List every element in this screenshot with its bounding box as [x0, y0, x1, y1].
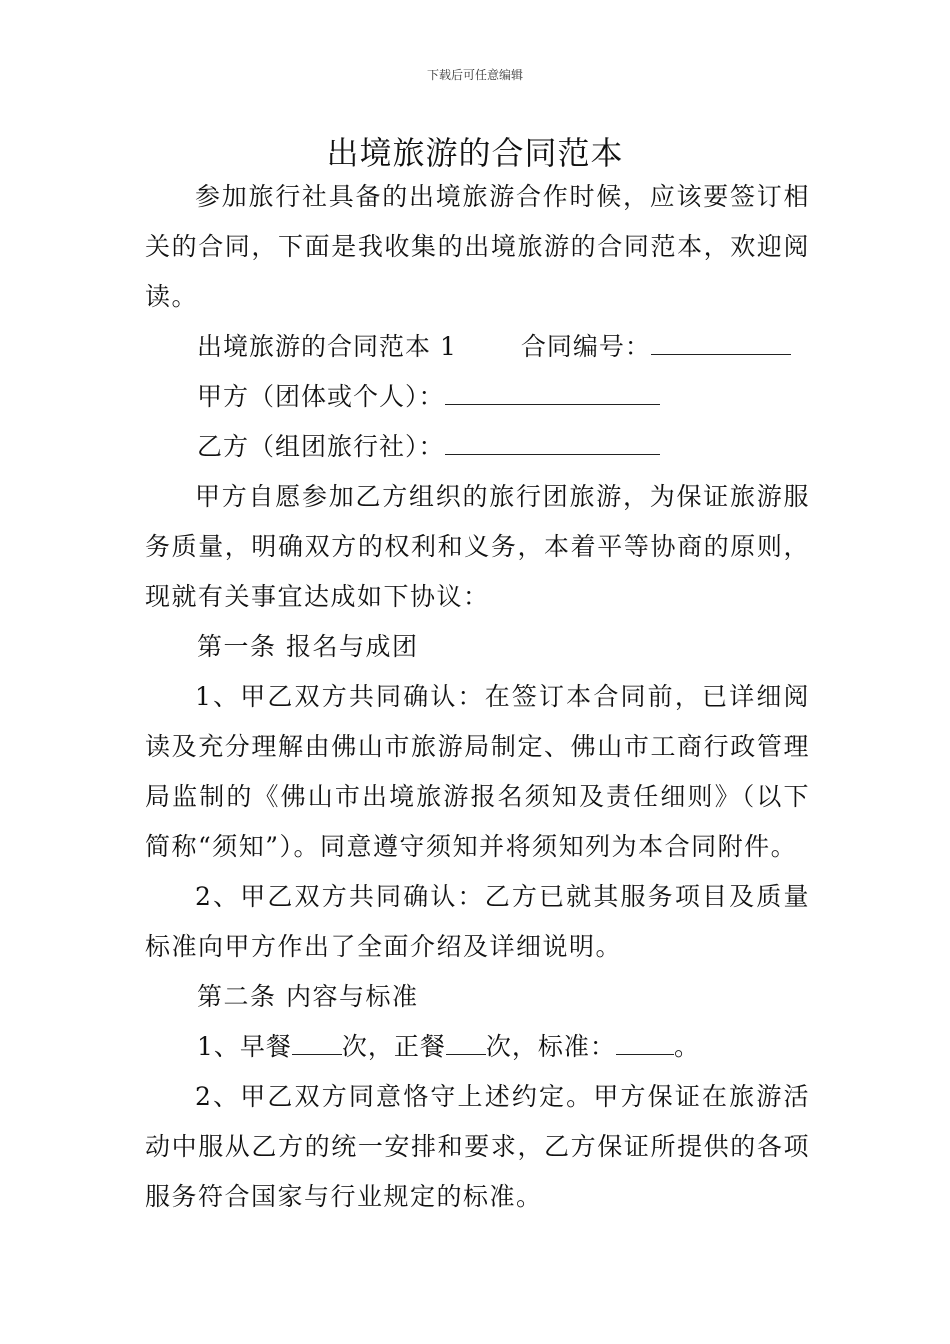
contract-header-row [145, 322, 810, 372]
party-b-row [145, 422, 810, 472]
meals-end-mark: 。 [673, 1032, 700, 1061]
main-meal-count-blank [446, 1022, 486, 1055]
agreement-paragraph: 甲方自愿参加乙方组织的旅行团旅游，为保证旅游服务质量，明确双方的权利和义务，本着平等协商的原则，现就有关事宜达成如下协议： [145, 482, 810, 611]
party-a-row [145, 372, 810, 422]
party-b-label: 乙方（组团旅行社）： [197, 432, 445, 461]
contract-name: 出境旅游的合同范本 1 [197, 332, 457, 361]
breakfast-count-blank [292, 1022, 342, 1055]
contract-number-blank [651, 322, 791, 355]
article-2-title: 第二条 内容与标准 [197, 982, 419, 1011]
meals-main-label: 次，正餐 [341, 1032, 446, 1061]
meal-standard-blank [616, 1022, 674, 1055]
party-b-blank [445, 422, 660, 455]
document-body [145, 172, 810, 1222]
meals-row [145, 1022, 810, 1072]
contract-number-label: 合同编号： [520, 332, 651, 361]
article-1-title: 第一条 报名与成团 [197, 632, 419, 661]
article-1-item-1: 1、甲乙双方共同确认：在签订本合同前，已详细阅读及充分理解由佛山市旅游局制定、佛山市工商行政管理局监制的《佛山市出境旅游报名须知及责任细则》（以下简称“须知”）。同意遵守须知并将须知列为本合同附件。 [145, 682, 810, 861]
intro-paragraph: 参加旅行社具备的出境旅游合作时候，应该要签订相关的合同，下面是我收集的出境旅游的合同范本，欢迎阅读。 [145, 182, 810, 311]
party-a-label: 甲方（团体或个人）： [197, 382, 445, 411]
meals-breakfast-label: 1、早餐 [197, 1032, 292, 1061]
article-1-item-2: 2、甲乙双方共同确认：乙方已就其服务项目及质量标准向甲方作出了全面介绍及详细说明。 [145, 882, 810, 961]
party-a-blank [445, 372, 660, 405]
article-2-item-2: 2、甲乙双方同意恪守上述约定。甲方保证在旅游活动中服从乙方的统一安排和要求，乙方保证所提供的各项服务符合国家与行业规定的标准。 [145, 1082, 810, 1211]
header-note: 下载后可任意编辑 [426, 68, 523, 82]
document-title: 出境旅游的合同范本 [326, 134, 624, 172]
meals-standard-label: 次，标准： [485, 1032, 616, 1061]
